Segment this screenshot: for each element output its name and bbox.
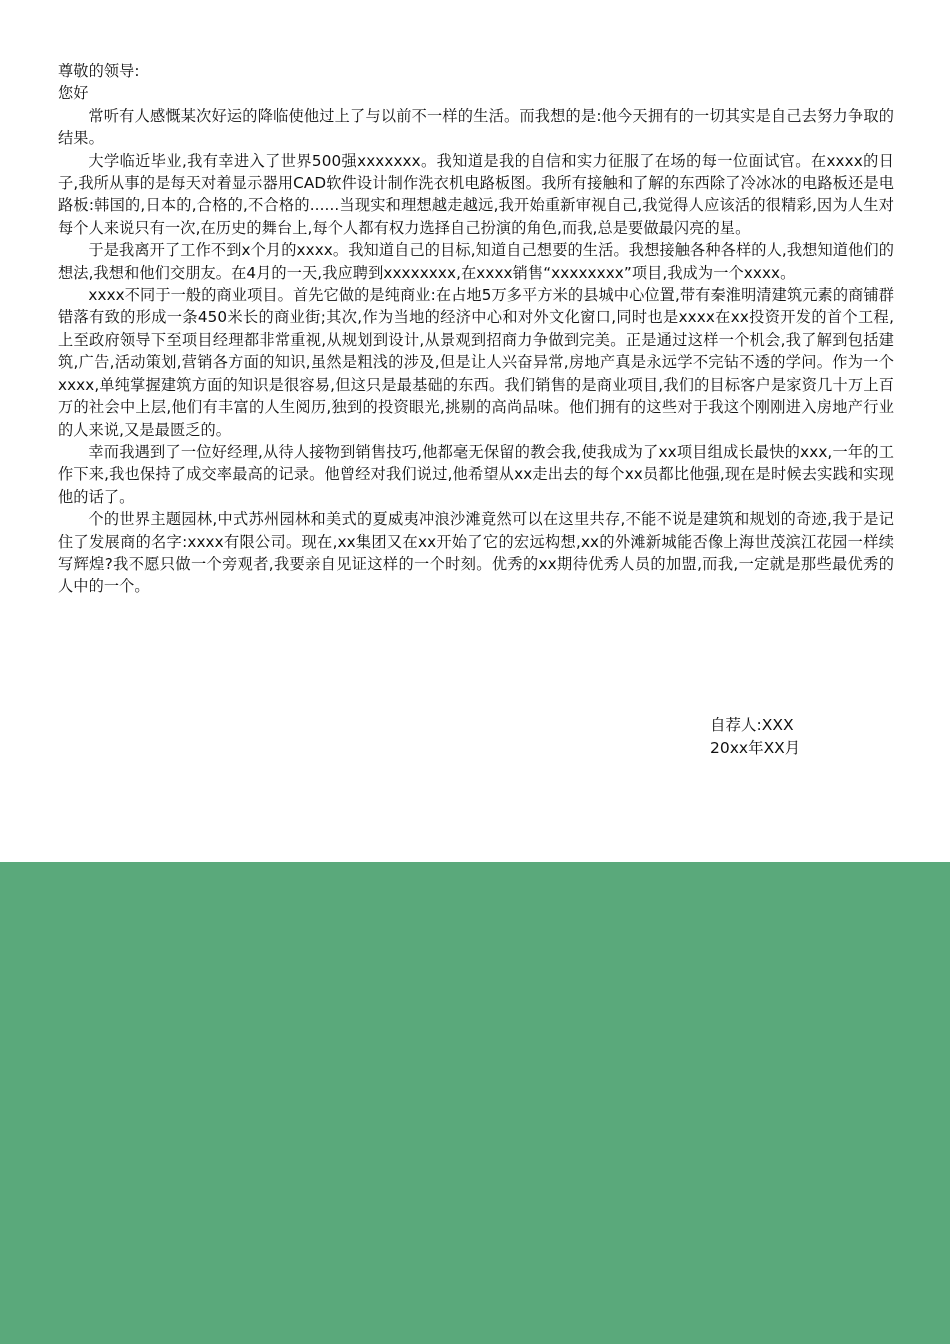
paragraph-4: xxxx不同于一般的商业项目。首先它做的是纯商业:在占地5万多平方米的县城中心位置,带有秦淮明清建筑元素的商铺群错落有致的形成一条450米长的商业街;其次,作为当地的经济中心和对外文化窗口,同时也是xxxx在xx投资开发的首个工程,上至政府领导下至项目经理都非常重视,从规划到设计,从景观到招商力争做到完美。正是通过这样一个机会,我了解到包括建筑,广告,活动策划,营销各方面的知识,虽然是粗浅的涉及,但是让人兴奋异常,房地产真是永远学不完钻不透的学问。作为一个xxxx,单纯掌握建筑方面的知识是很容易,但这只是最基础的东西。我们销售的是商业项目,我们的目标客户是家资几十万上百万的社会中上层,他们有丰富的人生阅历,独到的投资眼光,挑剔的高尚品味。他们拥有的这些对于我这个刚刚进入房地产行业的人来说,又是最匮乏的。 xyxy=(58,286,894,439)
signature-name: 自荐人:XXX xyxy=(710,716,794,734)
signature-block xyxy=(710,714,800,760)
paragraph-5: 幸而我遇到了一位好经理,从待人接物到销售技巧,他都毫无保留的教会我,使我成为了xx项目组成长最快的xxx,一年的工作下来,我也保持了成交率最高的记录。他曾经对我们说过,他希望从xx走出去的每个xx员都比他强,现在是时候去实践和实现他的话了。 xyxy=(58,442,894,506)
paragraph-1: 常听有人感慨某次好运的降临使他过上了与以前不一样的生活。而我想的是:他今天拥有的一切其实是自己去努力争取的结果。 xyxy=(58,106,894,148)
salutation: 尊敬的领导: xyxy=(58,62,140,80)
letter-body xyxy=(58,60,894,598)
paragraph-3: 于是我离开了工作不到x个月的xxxx。我知道自己的目标,知道自己想要的生活。我想接触各种各样的人,我想知道他们的想法,我想和他们交朋友。在4月的一天,我应聘到xxxxxxxx,在xxxx销售“xxxxxxxx”项目,我成为一个xxxx。 xyxy=(58,241,894,282)
footer-color-band xyxy=(0,862,950,1344)
signature-date: 20xx年XX月 xyxy=(710,739,801,757)
paragraph-2: 大学临近毕业,我有幸进入了世界500强xxxxxxx。我知道是我的自信和实力征服了在场的每一位面试官。在xxxx的日子,我所从事的是每天对着显示器用CAD软件设计制作洗衣机电路板图。我所有接触和了解的东西除了冷冰冰的电路板还是电路板:韩国的,日本的,合格的,不合格的......当现实和理想越走越远,我开始重新审视自己,我觉得人应该活的很精彩,因为人生对每个人来说只有一次,在历史的舞台上,每个人都有权力选择自己扮演的角色,而我,总是要做最闪亮的星。 xyxy=(58,151,894,237)
greeting: 您好 xyxy=(58,84,89,103)
paragraph-6: 个的世界主题园林,中式苏州园林和美式的夏威夷冲浪沙滩竟然可以在这里共存,不能不说是建筑和规划的奇迹,我于是记住了发展商的名字:xxxx有限公司。现在,xx集团又在xx开始了它的宏远构想,xx的外滩新城能否像上海世茂滨江花园一样续写辉煌?我不愿只做一个旁观者,我要亲自见证这样的一个时刻。优秀的xx期待优秀人员的加盟,而我,一定就是那些最优秀的人中的一个。 xyxy=(58,510,894,596)
